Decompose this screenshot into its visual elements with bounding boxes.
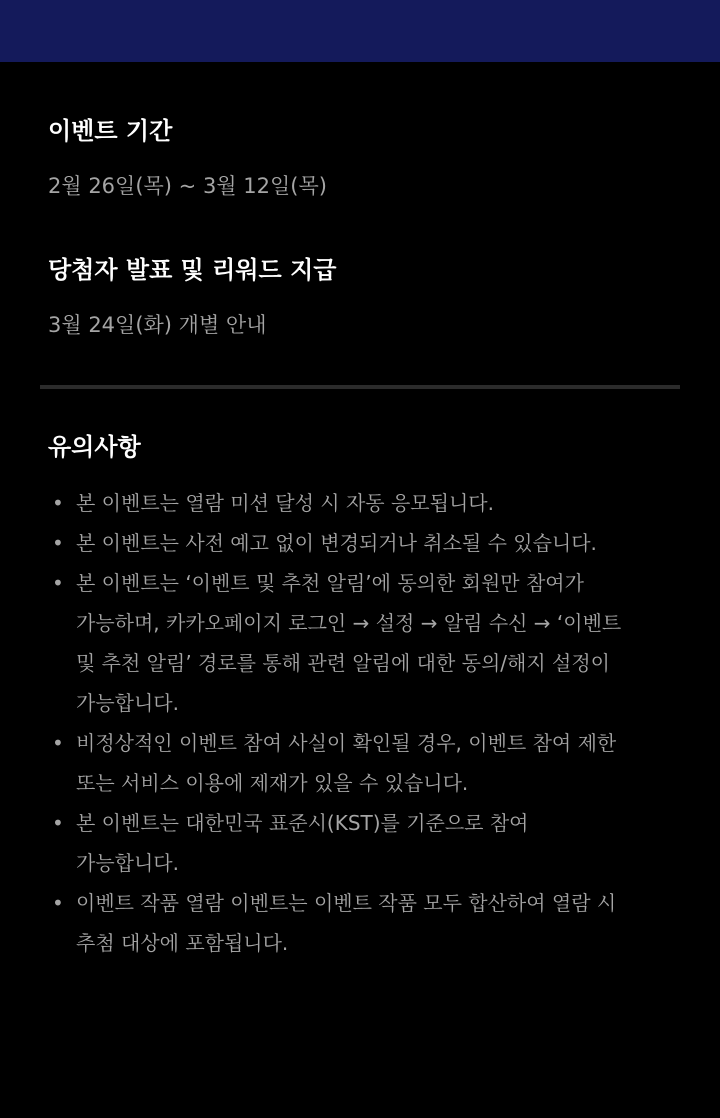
winner-announcement-title: 당첨자 발표 및 리워드 지급 [48,256,337,284]
notice-line: 가능합니다. [76,851,179,875]
section-divider [40,385,680,389]
notice-line: 추첨 대상에 포함됩니다. [76,931,289,955]
notice-line: 및 추천 알림’ 경로를 통해 관련 알림에 대한 동의/해지 설정이 [76,651,610,675]
winner-announcement-value: 3월 24일(화) 개별 안내 [48,313,267,337]
bullet-dot: • [52,491,64,515]
bullet-dot: • [52,811,64,835]
event-period-value: 2월 26일(목) ~ 3월 12일(목) [48,174,327,198]
notice-line: 본 이벤트는 사전 예고 없이 변경되거나 취소될 수 있습니다. [76,531,597,555]
notice-line: 가능하며, 카카오페이지 로그인 → 설정 → 알림 수신 → ‘이벤트 [76,611,622,635]
bullet-dot: • [52,531,64,555]
top-header-band [0,0,720,62]
bullet-dot: • [52,731,64,755]
notice-line: 가능합니다. [76,691,179,715]
notice-line: 본 이벤트는 대한민국 표준시(KST)를 기준으로 참여 [76,811,529,835]
notice-line: 본 이벤트는 열람 미션 달성 시 자동 응모됩니다. [76,491,494,515]
notice-line: 비정상적인 이벤트 참여 사실이 확인될 경우, 이벤트 참여 제한 [76,731,617,755]
notice-line: 또는 서비스 이용에 제재가 있을 수 있습니다. [76,771,469,795]
event-period-title: 이벤트 기간 [48,117,173,145]
notice-line: 본 이벤트는 ‘이벤트 및 추천 알림’에 동의한 회원만 참여가 [76,571,584,595]
notice-line: 이벤트 작품 열람 이벤트는 이벤트 작품 모두 합산하여 열람 시 [76,891,617,915]
notice-title: 유의사항 [48,433,141,461]
bullet-dot: • [52,571,64,595]
bullet-dot: • [52,891,64,915]
